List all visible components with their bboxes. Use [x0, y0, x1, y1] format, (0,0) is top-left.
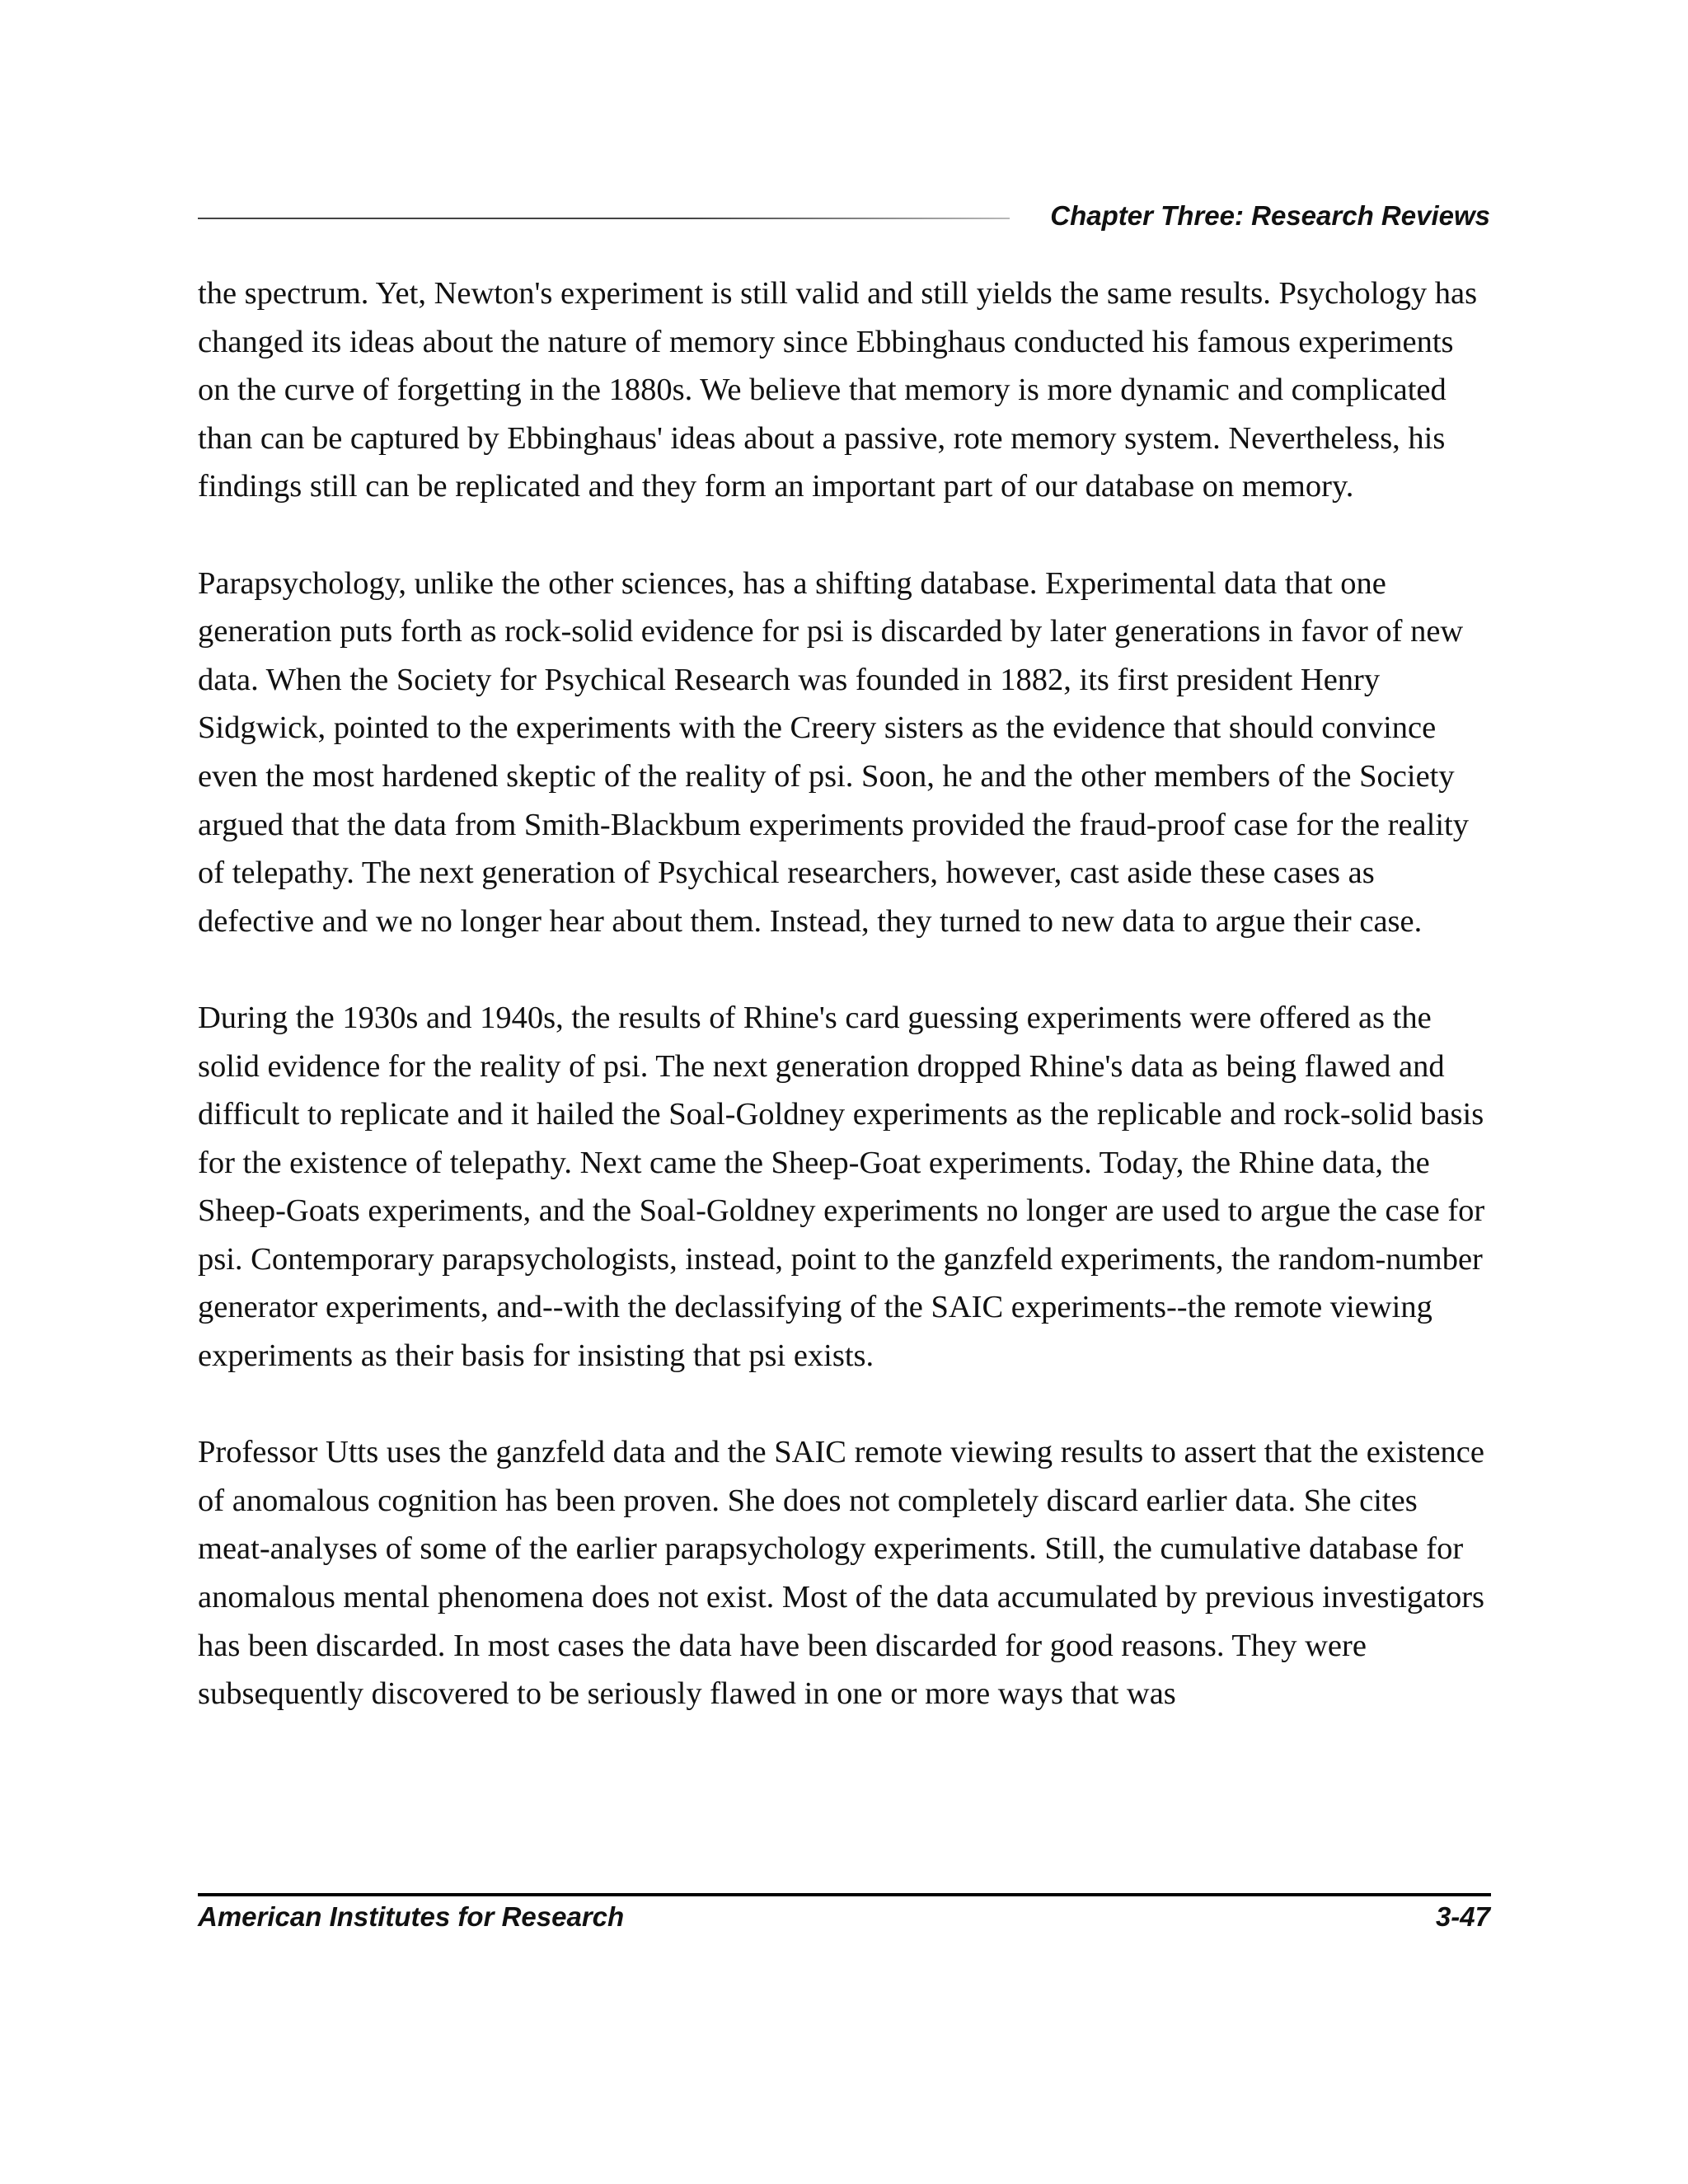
chapter-title: Chapter Three: Research Reviews: [1050, 200, 1490, 231]
paragraph: Parapsychology, unlike the other sciences, has a shifting database. Experimental data that one generation puts forth as rock-solid evidence for psi is discarded by later generations in favor of new data. When the Society for Psychical Research was founded in 1882, its first president Henry Sidgwick, pointed to the experiments with the Creery sisters as the evidence that should convince even the most hardened skeptic of the reality of psi. Soon, he and the other members of the Society argued that the data from Smith-Blackbum experiments provided the fraud-proof case for the reality of telepathy. The next generation of Psychical researchers, however, cast aside these cases as defective and we no longer hear about them. Instead, they turned to new data to argue their case.: [198, 565, 1469, 939]
footer-organization: American Institutes for Research: [198, 1901, 625, 1932]
body-text: [198, 269, 1492, 1718]
paragraph: the spectrum. Yet, Newton's experiment is still valid and still yields the same results. Psychology has changed its ideas about the nature of memory since Ebbinghaus conducted his famous experiments on the curve of forgetting in the 1880s. We believe that memory is more dynamic and complicated than can be captured by Ebbinghaus' ideas about a passive, rote memory system. Nevertheless, his findings still can be replicated and they form an important part of our database on memory.: [198, 276, 1478, 504]
paragraph: During the 1930s and 1940s, the results of Rhine's card guessing experiments were offered as the solid evidence for the reality of psi. The next generation dropped Rhine's data as being flawed and difficult to replicate and it hailed the Soal-Goldney experiments as the replicable and rock-solid basis for the existence of telepathy. Next came the Sheep-Goat experiments. Today, the Rhine data, the Sheep-Goats experiments, and the Soal-Goldney experiments no longer are used to argue the case for psi. Contemporary parapsychologists, instead, point to the ganzfeld experiments, the random-number generator experiments, and--with the declassifying of the SAIC experiments--the remote viewing experiments as their basis for insisting that psi exists.: [198, 1000, 1485, 1374]
header-divider: [198, 218, 1010, 219]
paragraph: Professor Utts uses the ganzfeld data and the SAIC remote viewing results to assert that the existence of anomalous cognition has been proven. She does not completely discard earlier data. She cites meat-analyses of some of the earlier parapsychology experiments. Still, the cumulative database for anomalous mental phenomena does not exist. Most of the data accumulated by previous investigators has been discarded. In most cases the data have been discarded for good reasons. They were subsequently discovered to be seriously flawed in one or more ways that was: [198, 1435, 1485, 1712]
footer-divider: [198, 1893, 1491, 1896]
page-number: 3-47: [1435, 1901, 1490, 1932]
